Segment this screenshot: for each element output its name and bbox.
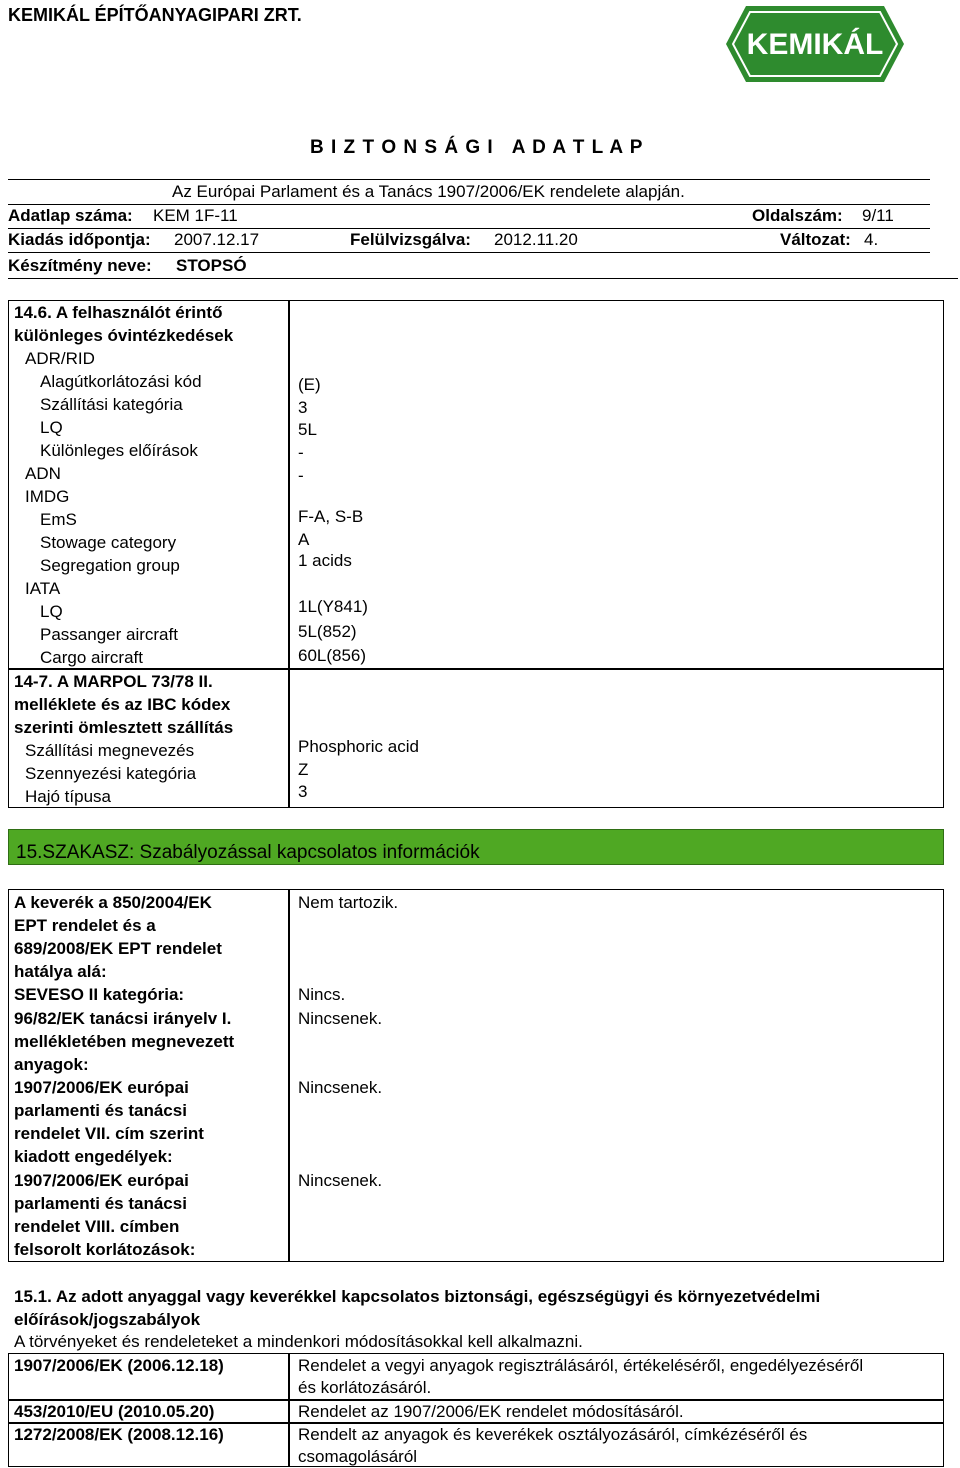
section-15-1-note: A törvényeket és rendeleteket a mindenkori módosításokkal kell alkalmazni. (14, 1332, 583, 1351)
ship-type-label: Hajó típusa (25, 787, 111, 806)
iata-lq-value: 1L(Y841) (298, 597, 368, 616)
reg-row-3-label: 96/82/EK tanácsi irányelv I. mellékletében megnevezett anyagok: (14, 1009, 235, 1074)
tunnel-code-label: Alagútkorlátozási kód (40, 372, 202, 391)
marpol-title-cont-1: melléklete és az IBC kódex (14, 695, 231, 714)
law-3-desc-cont: csomagolásáról (298, 1447, 418, 1466)
document-title: B I Z T O N S Á G I A D A T L A P (310, 137, 644, 158)
sheet-number: KEM 1F-11 (153, 206, 238, 225)
product-name-label: Készítmény neve: (8, 256, 152, 275)
law-3-desc: Rendelt az anyagok és keverékek osztályozásáról, címkézéséről és (298, 1425, 808, 1444)
header-rule-4 (8, 252, 930, 253)
law-2-desc: Rendelet az 1907/2006/EK rendelet módosításáról. (298, 1402, 684, 1421)
review-date: 2012.11.20 (494, 230, 578, 249)
section-15-title: 15.SZAKASZ: Szabályozással kapcsolatos információk (16, 842, 480, 863)
special-provisions-label: Különleges előírások (40, 441, 198, 460)
law-1-desc-cont: és korlátozásáról. (298, 1378, 432, 1397)
logo-text: KEMIKÁL (746, 28, 884, 61)
issue-date-label: Kiadás időpontja: (8, 230, 151, 249)
adn-value: - (298, 466, 304, 485)
transport-category-value: 3 (298, 398, 308, 417)
ship-type-value: 3 (298, 782, 308, 801)
cargo-aircraft-value: 60L(856) (298, 646, 367, 665)
header-rule-5 (8, 278, 958, 279)
reg-row-3-value: Nincsenek. (298, 1009, 383, 1028)
pollution-category-label: Szennyezési kategória (25, 764, 197, 783)
reg-row-2-label: SEVESO II kategória: (14, 985, 185, 1004)
lq-value: 5L (298, 420, 317, 439)
tunnel-code-value: (E) (298, 375, 321, 394)
section-15-1-title-cont: előírások/jogszabályok (14, 1310, 201, 1329)
reg-row-5-value: Nincsenek. (298, 1171, 383, 1190)
iata-lq-label: LQ (40, 602, 63, 621)
transport-table-divider (288, 300, 290, 808)
marpol-title: 14-7. A MARPOL 73/78 II. (14, 672, 213, 691)
passenger-aircraft-label: Passanger aircraft (40, 625, 178, 644)
kemikal-logo (726, 4, 904, 84)
section-15-header (8, 829, 944, 865)
segregation-group-label: Segregation group (40, 556, 180, 575)
shipping-name-value: Phosphoric acid (298, 737, 419, 756)
imdg-label: IMDG (25, 487, 70, 506)
reg-row-1-value: Nem tartozik. (298, 893, 399, 912)
header-rule-1 (8, 179, 930, 180)
special-provisions-value: - (298, 443, 304, 462)
sheet-number-label: Adatlap száma: (8, 206, 133, 225)
header-rule-2 (8, 204, 930, 205)
reg-row-5-label: 1907/2006/EK európai parlamenti és tanácsi rendelet VIII. címben felsorolt korlátozások: (14, 1171, 196, 1259)
section-14-6-title-cont: különleges óvintézkedések (14, 326, 234, 345)
reg-row-2-value: Nincs. (298, 985, 346, 1004)
regulatory-table-divider (288, 889, 290, 1262)
stowage-category-label: Stowage category (40, 533, 177, 552)
passenger-aircraft-value: 5L(852) (298, 622, 357, 641)
shipping-name-label: Szállítási megnevezés (25, 741, 195, 760)
laws-table-divider (288, 1353, 290, 1467)
iata-label: IATA (25, 579, 61, 598)
reg-row-4-label: 1907/2006/EK európai parlamenti és tanácsi rendelet VII. cím szerint kiadott engedélyek: (14, 1078, 204, 1166)
section-14-6-title: 14.6. A felhasználót érintő (14, 303, 223, 322)
lq-label: LQ (40, 418, 63, 437)
header-rule-3 (8, 228, 930, 229)
regulation-text: Az Európai Parlament és a Tanács 1907/2006/EK rendelete alapján. (172, 182, 685, 201)
marpol-title-cont-2: szerinti ömlesztett szállítás (14, 718, 234, 737)
cargo-aircraft-label: Cargo aircraft (40, 648, 143, 667)
ems-label: EmS (40, 510, 77, 529)
ems-value: F-A, S-B (298, 507, 364, 526)
law-3-code: 1272/2008/EK (2008.12.16) (14, 1425, 224, 1444)
pollution-category-value: Z (298, 760, 309, 779)
adn-label: ADN (25, 464, 61, 483)
reg-row-4-value: Nincsenek. (298, 1078, 383, 1097)
version-label: Változat: (780, 230, 851, 249)
issue-date: 2007.12.17 (174, 230, 260, 249)
section-15-1-title: 15.1. Az adott anyaggal vagy keverékkel kapcsolatos biztonsági, egészségügyi és környezetvédelmi (14, 1287, 821, 1306)
product-name: STOPSÓ (176, 256, 247, 275)
transport-category-label: Szállítási kategória (40, 395, 183, 414)
page-number-label: Oldalszám: (752, 206, 843, 225)
segregation-group-value: 1 acids (298, 551, 352, 570)
law-2-code: 453/2010/EU (2010.05.20) (14, 1402, 215, 1421)
company-name: KEMIKÁL ÉPÍTŐANYAGIPARI ZRT. (8, 5, 302, 25)
law-1-desc: Rendelet a vegyi anyagok regisztrálásáról, értékeléséről, engedélyezéséről (298, 1356, 864, 1375)
stowage-category-value: A (298, 530, 310, 549)
version: 4. (864, 230, 879, 249)
adr-rid-label: ADR/RID (25, 349, 95, 368)
page-number: 9/11 (862, 206, 894, 225)
law-1-code: 1907/2006/EK (2006.12.18) (14, 1356, 224, 1375)
reg-row-1-label: A keverék a 850/2004/EK EPT rendelet és a 689/2008/EK EPT rendelet hatálya alá: (14, 893, 222, 981)
review-date-label: Felülvizsgálva: (350, 230, 471, 249)
